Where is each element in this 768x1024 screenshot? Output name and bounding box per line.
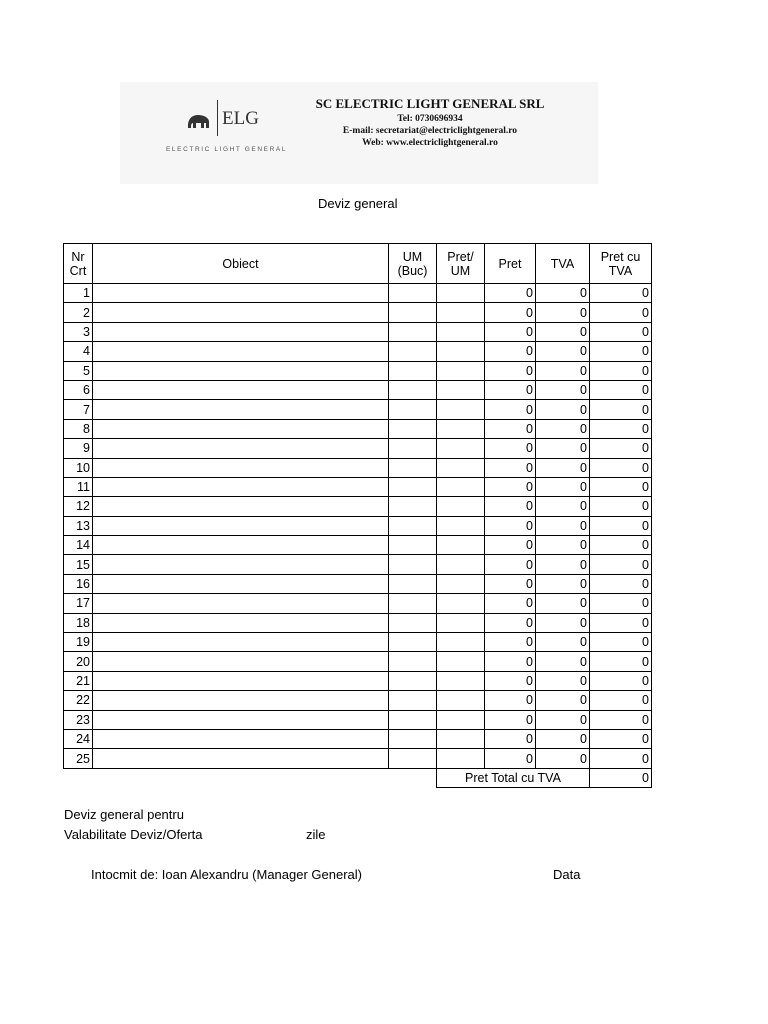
row-pret-um [437, 380, 485, 399]
row-nr: 20 [64, 652, 93, 671]
logo-text: ELG [222, 108, 259, 129]
row-um [389, 284, 437, 303]
table-row [64, 516, 652, 535]
data-label: Data [553, 867, 581, 882]
row-obiect [93, 574, 389, 593]
row-obiect [93, 536, 389, 555]
row-tva: 0 [536, 729, 590, 748]
row-tva: 0 [536, 322, 590, 341]
row-obiect [93, 497, 389, 516]
row-pret: 0 [485, 380, 536, 399]
row-tva: 0 [536, 555, 590, 574]
row-nr: 23 [64, 710, 93, 729]
row-nr: 10 [64, 458, 93, 477]
row-pret-um [437, 536, 485, 555]
row-pret: 0 [485, 303, 536, 322]
row-um [389, 749, 437, 768]
row-nr: 8 [64, 419, 93, 438]
row-pret-um [437, 516, 485, 535]
row-pret-cu-tva: 0 [590, 458, 652, 477]
table-row [64, 613, 652, 632]
row-tva: 0 [536, 361, 590, 380]
table-row [64, 477, 652, 496]
row-nr: 9 [64, 439, 93, 458]
table-row [64, 303, 652, 322]
row-pret: 0 [485, 477, 536, 496]
row-pret-cu-tva: 0 [590, 729, 652, 748]
table-row [64, 710, 652, 729]
row-tva: 0 [536, 613, 590, 632]
row-um [389, 574, 437, 593]
row-pret-cu-tva: 0 [590, 574, 652, 593]
elephant-logo-icon [186, 112, 212, 130]
row-nr: 5 [64, 361, 93, 380]
row-obiect [93, 400, 389, 419]
table-row [64, 671, 652, 690]
header-pret-um: Pret/ UM [437, 244, 485, 284]
header-um: UM (Buc) [389, 244, 437, 284]
row-tva: 0 [536, 342, 590, 361]
row-tva: 0 [536, 633, 590, 652]
table-row [64, 749, 652, 768]
row-tva: 0 [536, 710, 590, 729]
row-pret-cu-tva: 0 [590, 497, 652, 516]
row-um [389, 729, 437, 748]
table-row [64, 322, 652, 341]
header-tva: TVA [536, 244, 590, 284]
row-nr: 6 [64, 380, 93, 399]
row-nr: 24 [64, 729, 93, 748]
row-obiect [93, 691, 389, 710]
row-um [389, 342, 437, 361]
row-um [389, 322, 437, 341]
header-pret-cu-tva: Pret cu TVA [590, 244, 652, 284]
table-row [64, 497, 652, 516]
table-row [64, 419, 652, 438]
row-obiect [93, 613, 389, 632]
row-pret-cu-tva: 0 [590, 594, 652, 613]
row-obiect [93, 322, 389, 341]
row-obiect [93, 361, 389, 380]
table-row [64, 536, 652, 555]
row-pret-um [437, 497, 485, 516]
row-pret-cu-tva: 0 [590, 691, 652, 710]
row-tva: 0 [536, 419, 590, 438]
zile-label: zile [306, 827, 326, 842]
logo-tagline: ELECTRIC LIGHT GENERAL [166, 146, 288, 153]
row-pret-um [437, 303, 485, 322]
table-row [64, 729, 652, 748]
row-tva: 0 [536, 303, 590, 322]
row-obiect [93, 594, 389, 613]
row-obiect [93, 652, 389, 671]
row-obiect [93, 749, 389, 768]
row-tva: 0 [536, 516, 590, 535]
row-pret: 0 [485, 439, 536, 458]
row-um [389, 710, 437, 729]
row-pret: 0 [485, 555, 536, 574]
row-tva: 0 [536, 439, 590, 458]
row-obiect [93, 458, 389, 477]
row-nr: 4 [64, 342, 93, 361]
row-tva: 0 [536, 497, 590, 516]
row-um [389, 303, 437, 322]
table-row [64, 380, 652, 399]
row-pret-cu-tva: 0 [590, 419, 652, 438]
row-um [389, 477, 437, 496]
row-pret: 0 [485, 284, 536, 303]
row-pret-cu-tva: 0 [590, 652, 652, 671]
row-nr: 7 [64, 400, 93, 419]
row-pret-um [437, 458, 485, 477]
row-pret-cu-tva: 0 [590, 477, 652, 496]
row-um [389, 419, 437, 438]
row-pret: 0 [485, 361, 536, 380]
header-obiect: Obiect [93, 244, 389, 284]
row-pret: 0 [485, 419, 536, 438]
total-label: Pret Total cu TVA [437, 768, 590, 787]
row-pret-cu-tva: 0 [590, 342, 652, 361]
row-nr: 1 [64, 284, 93, 303]
row-nr: 16 [64, 574, 93, 593]
row-nr: 3 [64, 322, 93, 341]
row-pret-cu-tva: 0 [590, 361, 652, 380]
row-pret-cu-tva: 0 [590, 749, 652, 768]
row-um [389, 691, 437, 710]
row-pret-cu-tva: 0 [590, 322, 652, 341]
row-pret-um [437, 574, 485, 593]
row-pret-cu-tva: 0 [590, 284, 652, 303]
row-pret-um [437, 477, 485, 496]
table-row [64, 361, 652, 380]
deviz-pentru-label: Deviz general pentru [64, 807, 184, 822]
row-um [389, 555, 437, 574]
row-pret-cu-tva: 0 [590, 613, 652, 632]
row-obiect [93, 477, 389, 496]
row-obiect [93, 710, 389, 729]
row-pret-um [437, 322, 485, 341]
row-pret-cu-tva: 0 [590, 380, 652, 399]
table-row [64, 555, 652, 574]
row-pret: 0 [485, 516, 536, 535]
row-pret-um [437, 729, 485, 748]
deviz-table [63, 243, 652, 788]
row-um [389, 458, 437, 477]
row-nr: 25 [64, 749, 93, 768]
row-pret-um [437, 633, 485, 652]
row-pret: 0 [485, 671, 536, 690]
row-obiect [93, 303, 389, 322]
row-tva: 0 [536, 400, 590, 419]
row-tva: 0 [536, 691, 590, 710]
row-tva: 0 [536, 477, 590, 496]
table-row [64, 574, 652, 593]
row-pret-um [437, 419, 485, 438]
row-nr: 19 [64, 633, 93, 652]
header-pret: Pret [485, 244, 536, 284]
row-tva: 0 [536, 574, 590, 593]
row-pret-um [437, 284, 485, 303]
row-obiect [93, 342, 389, 361]
logo-divider [217, 100, 218, 136]
row-nr: 11 [64, 477, 93, 496]
row-tva: 0 [536, 458, 590, 477]
row-um [389, 536, 437, 555]
row-um [389, 400, 437, 419]
row-pret: 0 [485, 574, 536, 593]
header-nr-crt: Nr Crt [64, 244, 93, 284]
row-pret: 0 [485, 594, 536, 613]
row-pret-cu-tva: 0 [590, 516, 652, 535]
row-obiect [93, 284, 389, 303]
row-pret-cu-tva: 0 [590, 710, 652, 729]
valabilitate-label: Valabilitate Deviz/Oferta [64, 827, 203, 842]
row-pret: 0 [485, 497, 536, 516]
row-pret: 0 [485, 710, 536, 729]
row-tva: 0 [536, 594, 590, 613]
row-pret: 0 [485, 652, 536, 671]
row-pret-um [437, 555, 485, 574]
row-obiect [93, 633, 389, 652]
row-um [389, 633, 437, 652]
row-pret-um [437, 613, 485, 632]
row-obiect [93, 439, 389, 458]
row-pret: 0 [485, 322, 536, 341]
row-pret: 0 [485, 342, 536, 361]
row-um [389, 652, 437, 671]
company-web: Web: www.electriclightgeneral.ro [362, 138, 498, 148]
row-tva: 0 [536, 284, 590, 303]
table-row [64, 284, 652, 303]
row-pret-um [437, 652, 485, 671]
row-nr: 21 [64, 671, 93, 690]
row-um [389, 594, 437, 613]
row-tva: 0 [536, 536, 590, 555]
table-row [64, 594, 652, 613]
row-pret-cu-tva: 0 [590, 633, 652, 652]
table-header-row [64, 244, 652, 284]
table-row [64, 691, 652, 710]
row-um [389, 516, 437, 535]
row-nr: 12 [64, 497, 93, 516]
table-row [64, 458, 652, 477]
row-tva: 0 [536, 749, 590, 768]
row-pret-um [437, 710, 485, 729]
row-pret-um [437, 594, 485, 613]
row-um [389, 613, 437, 632]
row-nr: 22 [64, 691, 93, 710]
table-body [64, 284, 652, 769]
row-pret-um [437, 691, 485, 710]
row-tva: 0 [536, 380, 590, 399]
row-obiect [93, 729, 389, 748]
letterhead [120, 82, 598, 184]
row-nr: 17 [64, 594, 93, 613]
document-title: Deviz general [318, 196, 398, 211]
row-pret: 0 [485, 400, 536, 419]
row-pret: 0 [485, 536, 536, 555]
row-pret-cu-tva: 0 [590, 400, 652, 419]
table-row [64, 633, 652, 652]
row-obiect [93, 671, 389, 690]
row-um [389, 497, 437, 516]
row-pret-um [437, 342, 485, 361]
intocmit-label: Intocmit de: Ioan Alexandru (Manager General) [91, 867, 362, 882]
row-pret: 0 [485, 633, 536, 652]
row-obiect [93, 516, 389, 535]
row-nr: 15 [64, 555, 93, 574]
row-pret: 0 [485, 749, 536, 768]
row-pret: 0 [485, 729, 536, 748]
table-row [64, 400, 652, 419]
row-pret: 0 [485, 613, 536, 632]
row-obiect [93, 380, 389, 399]
row-pret-um [437, 671, 485, 690]
row-nr: 13 [64, 516, 93, 535]
row-pret-um [437, 749, 485, 768]
row-pret-cu-tva: 0 [590, 439, 652, 458]
row-pret-cu-tva: 0 [590, 303, 652, 322]
row-pret-um [437, 439, 485, 458]
row-obiect [93, 555, 389, 574]
row-um [389, 361, 437, 380]
row-pret: 0 [485, 691, 536, 710]
row-pret-cu-tva: 0 [590, 555, 652, 574]
row-pret: 0 [485, 458, 536, 477]
company-info [310, 96, 550, 148]
company-name: SC ELECTRIC LIGHT GENERAL SRL [315, 96, 545, 111]
table-row [64, 439, 652, 458]
row-nr: 14 [64, 536, 93, 555]
row-obiect [93, 419, 389, 438]
total-spacer [64, 768, 437, 787]
company-email: E-mail: secretariat@electriclightgeneral.ro [342, 126, 518, 136]
table-row [64, 342, 652, 361]
row-nr: 18 [64, 613, 93, 632]
total-row [64, 768, 652, 787]
row-pret-cu-tva: 0 [590, 536, 652, 555]
row-tva: 0 [536, 652, 590, 671]
row-um [389, 671, 437, 690]
table-row [64, 652, 652, 671]
total-value: 0 [590, 768, 652, 787]
row-tva: 0 [536, 671, 590, 690]
row-pret-um [437, 400, 485, 419]
company-phone: Tel: 0730696934 [397, 114, 463, 124]
row-um [389, 380, 437, 399]
row-nr: 2 [64, 303, 93, 322]
row-um [389, 439, 437, 458]
row-pret-cu-tva: 0 [590, 671, 652, 690]
row-pret-um [437, 361, 485, 380]
